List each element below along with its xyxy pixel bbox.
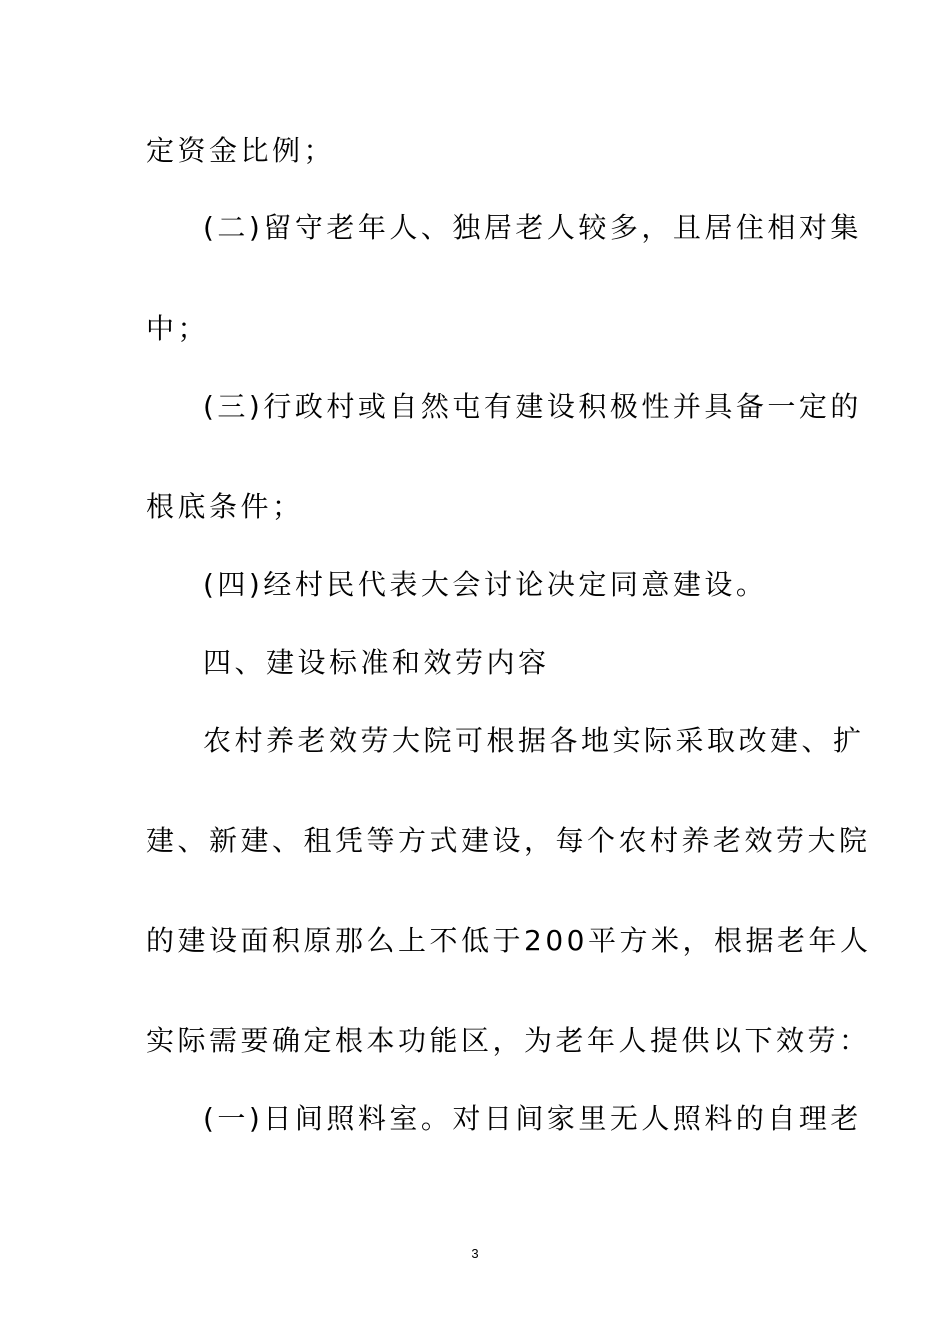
- text-line: (三)行政村或自然屯有建设积极性并具备一定的: [203, 390, 862, 423]
- text-line: 农村养老效劳大院可根据各地实际采取改建、扩: [203, 724, 865, 757]
- text-line: 建、新建、租凭等方式建设，每个农村养老效劳大院: [146, 824, 871, 857]
- text-line: 中；: [146, 312, 210, 345]
- text-line: (二)留守老年人、独居老人较多，且居住相对集: [203, 211, 862, 244]
- text-line: 根底条件；: [146, 490, 304, 523]
- text-line: (四)经村民代表大会讨论决定同意建设。: [203, 568, 768, 601]
- page-number: 3: [471, 1246, 479, 1261]
- section-heading: 四、建设标准和效劳内容: [203, 646, 550, 679]
- text-line: 实际需要确定根本功能区，为老年人提供以下效劳：: [146, 1024, 871, 1057]
- text-line: 的建设面积原那么上不低于200平方米，根据老年人: [146, 924, 872, 957]
- text-line: (一)日间照料室。对日间家里无人照料的自理老: [203, 1102, 862, 1135]
- text-line: 定资金比例；: [146, 134, 336, 167]
